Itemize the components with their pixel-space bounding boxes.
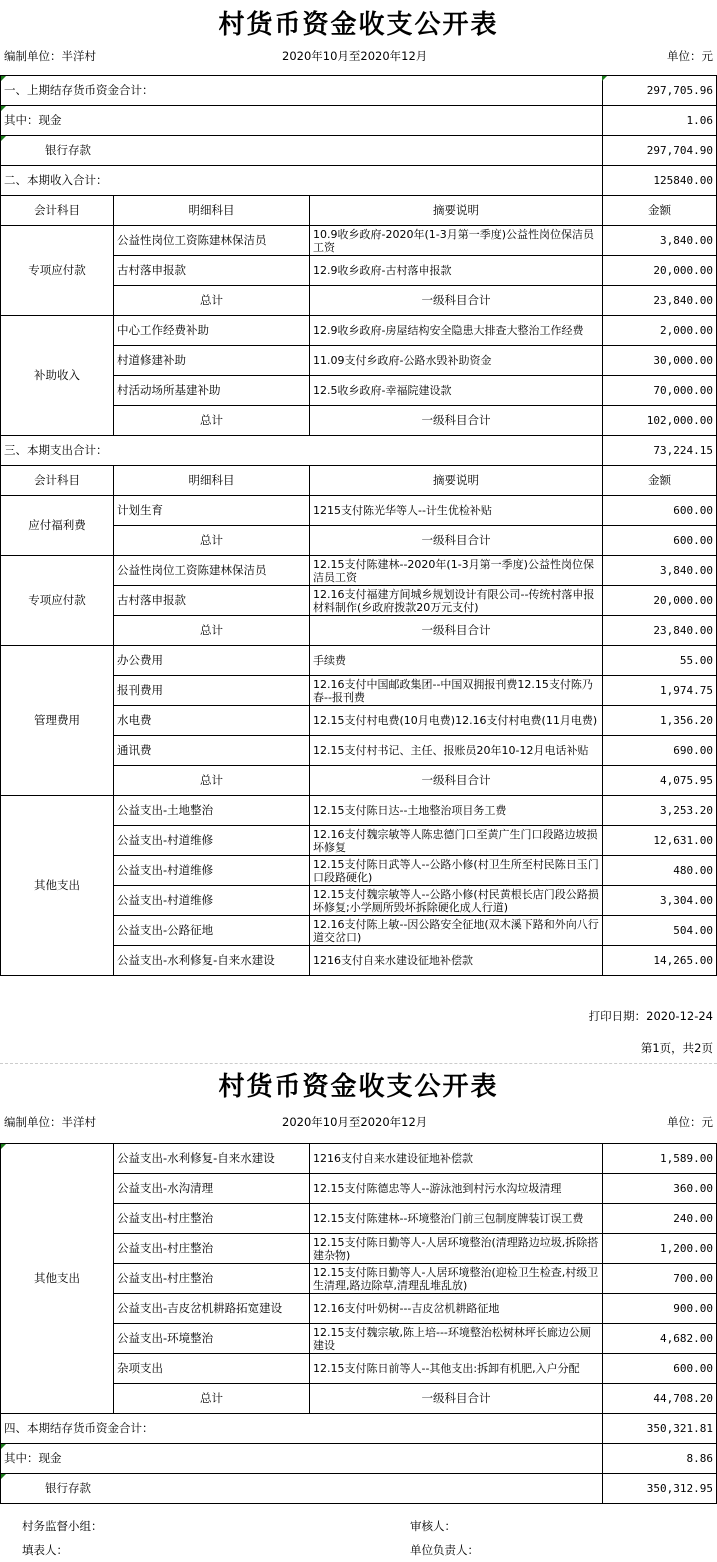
amount-cell: 600.00 — [603, 496, 717, 526]
table-row — [1, 646, 717, 676]
level1-label: 一级科目合计 — [310, 286, 603, 316]
table-row — [1, 496, 717, 526]
summary-row — [1, 76, 717, 106]
amount: 350,312.95 — [603, 1474, 717, 1504]
amount-cell: 480.00 — [603, 856, 717, 886]
amount: 1.06 — [603, 106, 717, 136]
detail-cell: 公益支出-水沟清理 — [114, 1174, 310, 1204]
amount: 350,321.81 — [603, 1414, 717, 1444]
desc-cell: 12.16支付中国邮政集团--中国双拥报刊费12.15支付陈乃春--报刊费 — [310, 676, 603, 706]
summary-row — [1, 436, 717, 466]
subject-cell: 管理费用 — [1, 646, 114, 796]
desc-cell: 12.16支付叶奶树---吉皮岔机耕路征地 — [310, 1294, 603, 1324]
amount: 73,224.15 — [603, 436, 717, 466]
subject-cell: 专项应付款 — [1, 556, 114, 646]
total-label: 总计 — [114, 526, 310, 556]
total-amount: 44,708.20 — [603, 1384, 717, 1414]
amount: 8.86 — [603, 1444, 717, 1474]
desc-cell: 12.15支付陈日勤等人-人居环境整治(清理路边垃圾,拆除搭建杂物) — [310, 1234, 603, 1264]
table-row — [1, 556, 717, 586]
level1-label: 一级科目合计 — [310, 1384, 603, 1414]
amount-cell: 1,356.20 — [603, 706, 717, 736]
level1-label: 一级科目合计 — [310, 616, 603, 646]
column-header-row — [1, 466, 717, 496]
desc-cell: 1215支付陈光华等人--计生优检补贴 — [310, 496, 603, 526]
level1-label: 一级科目合计 — [310, 526, 603, 556]
fund-table-page1 — [0, 75, 717, 976]
amount-cell: 20,000.00 — [603, 256, 717, 286]
desc-cell: 12.16支付福建方间城乡规划设计有限公司--传统村落申报材料制作(乡政府拨款20万元支付) — [310, 586, 603, 616]
cell-marker — [1, 1144, 6, 1149]
desc-cell: 11.09支付乡政府-公路水毁补助资金 — [310, 346, 603, 376]
amount-cell: 3,840.00 — [603, 226, 717, 256]
amount-cell: 20,000.00 — [603, 586, 717, 616]
subject-cell: 其他支出 — [1, 1144, 114, 1414]
header-amount: 金额 — [603, 466, 717, 496]
label: 二、本期收入合计： — [1, 166, 603, 196]
detail-cell: 古村落申报款 — [114, 256, 310, 286]
detail-cell: 公益支出-村道维修 — [114, 886, 310, 916]
total-label: 总计 — [114, 1384, 310, 1414]
period-label: 2020年10月至2020年12月 — [282, 1115, 428, 1129]
print-date: 打印日期：2020-12-24 — [588, 1009, 713, 1023]
header-detail: 明细科目 — [114, 196, 310, 226]
desc-cell: 12.15支付魏宗敏等人--公路小修(村民黄根长店门段公路损坏修复;小学厕所毁坏拆除硬化成人行道) — [310, 886, 603, 916]
subject-cell: 应付福利费 — [1, 496, 114, 556]
unit-label: 编制单位：半洋村 — [4, 1115, 96, 1129]
summary-row — [1, 1474, 717, 1504]
supervise-label: 村务监督小组： — [22, 1519, 103, 1533]
summary-row — [1, 1414, 717, 1444]
subject-cell: 其他支出 — [1, 796, 114, 976]
amount-cell: 3,253.20 — [603, 796, 717, 826]
label: 银行存款 — [1, 136, 603, 166]
desc-cell: 12.15支付陈建林--2020年(1-3月第一季度)公益性岗位保洁员工资 — [310, 556, 603, 586]
desc-cell: 12.5收乡政府-幸福院建设款 — [310, 376, 603, 406]
amount-cell: 690.00 — [603, 736, 717, 766]
amount-cell: 1,589.00 — [603, 1144, 717, 1174]
total-amount: 102,000.00 — [603, 406, 717, 436]
detail-cell: 中心工作经费补助 — [114, 316, 310, 346]
summary-row — [1, 1444, 717, 1474]
amount: 125840.00 — [603, 166, 717, 196]
detail-cell: 公益支出-水利修复-自来水建设 — [114, 946, 310, 976]
total-label: 总计 — [114, 286, 310, 316]
total-amount: 4,075.95 — [603, 766, 717, 796]
detail-cell: 村道修建补助 — [114, 346, 310, 376]
detail-cell: 计划生育 — [114, 496, 310, 526]
header-detail: 明细科目 — [114, 466, 310, 496]
signature-row — [0, 1512, 717, 1538]
amount-cell: 504.00 — [603, 916, 717, 946]
cell-marker — [1, 1474, 6, 1479]
table-row — [1, 226, 717, 256]
amount-cell: 70,000.00 — [603, 376, 717, 406]
table-row — [1, 316, 717, 346]
detail-cell: 杂项支出 — [114, 1354, 310, 1384]
total-label: 总计 — [114, 616, 310, 646]
detail-cell: 通讯费 — [114, 736, 310, 766]
cell-marker — [1, 1444, 6, 1449]
desc-cell: 12.15支付陈日达--土地整治项目务工费 — [310, 796, 603, 826]
amount-cell: 2,000.00 — [603, 316, 717, 346]
detail-cell: 公益支出-环境整治 — [114, 1324, 310, 1354]
page-separator — [0, 1063, 717, 1064]
header-desc: 摘要说明 — [310, 466, 603, 496]
detail-cell: 水电费 — [114, 706, 310, 736]
review-label: 审核人： — [410, 1519, 456, 1533]
amount-cell: 3,304.00 — [603, 886, 717, 916]
header-info — [0, 44, 717, 66]
desc-cell: 12.15支付陈建林--环境整治门前三包制度牌装订误工费 — [310, 1204, 603, 1234]
table-row — [1, 1144, 717, 1174]
header-subject: 会计科目 — [1, 466, 114, 496]
subject-cell: 专项应付款 — [1, 226, 114, 316]
detail-cell: 公益支出-村庄整治 — [114, 1204, 310, 1234]
desc-cell: 12.15支付村书记、主任、报账员20年10-12月电话补贴 — [310, 736, 603, 766]
label: 其中：现金 — [1, 1444, 603, 1474]
currency-label: 单位：元 — [667, 1115, 713, 1129]
desc-cell: 12.15支付魏宗敏,陈上培---环境整治松树林坪长廊边公厕建设 — [310, 1324, 603, 1354]
detail-cell: 公益支出-水利修复-自来水建设 — [114, 1144, 310, 1174]
detail-cell: 村活动场所基建补助 — [114, 376, 310, 406]
desc-cell: 12.15支付陈日武等人--公路小修(村卫生所至村民陈日玉门口段路硬化) — [310, 856, 603, 886]
level1-label: 一级科目合计 — [310, 766, 603, 796]
signature-row — [0, 1536, 717, 1562]
detail-cell: 公益支出-村庄整治 — [114, 1234, 310, 1264]
cell-marker — [1, 106, 6, 111]
total-amount: 23,840.00 — [603, 616, 717, 646]
detail-cell: 报刊费用 — [114, 676, 310, 706]
amount-cell: 900.00 — [603, 1294, 717, 1324]
detail-cell: 古村落申报款 — [114, 586, 310, 616]
header-info — [0, 1110, 717, 1132]
leader-label: 单位负责人： — [410, 1543, 479, 1557]
desc-cell: 10.9收乡政府-2020年(1-3月第一季度)公益性岗位保洁员工资 — [310, 226, 603, 256]
page-footer — [0, 1034, 717, 1060]
summary-row — [1, 136, 717, 166]
detail-cell: 公益支出-村道维修 — [114, 856, 310, 886]
cell-marker — [602, 76, 607, 81]
amount-cell: 360.00 — [603, 1174, 717, 1204]
total-label: 总计 — [114, 406, 310, 436]
amount-cell: 700.00 — [603, 1264, 717, 1294]
level1-label: 一级科目合计 — [310, 406, 603, 436]
header-desc: 摘要说明 — [310, 196, 603, 226]
amount-cell: 1,200.00 — [603, 1234, 717, 1264]
desc-cell: 12.15支付村电费(10月电费)12.16支付村电费(11月电费) — [310, 706, 603, 736]
summary-row — [1, 166, 717, 196]
subject-cell: 补助收入 — [1, 316, 114, 436]
label: 其中：现金 — [1, 106, 603, 136]
desc-cell: 12.16支付魏宗敏等人陈忠德门口至黄广生门口段路边坡损坏修复 — [310, 826, 603, 856]
detail-cell: 公益支出-村道维修 — [114, 826, 310, 856]
label: 一、上期结存货币资金合计： — [1, 76, 603, 106]
preparer-label: 填表人： — [22, 1543, 68, 1557]
cell-marker — [1, 136, 6, 141]
amount-cell: 14,265.00 — [603, 946, 717, 976]
page-title: 村货币资金收支公开表 — [218, 1072, 499, 1102]
detail-cell: 公益支出-村庄整治 — [114, 1264, 310, 1294]
total-amount: 600.00 — [603, 526, 717, 556]
page-number: 第1页，共2页 — [640, 1041, 713, 1055]
detail-cell: 公益支出-吉皮岔机耕路拓宽建设 — [114, 1294, 310, 1324]
desc-cell: 12.15支付陈日勤等人-人居环境整治(迎检卫生检查,村级卫生清理,路边除草,清理乱堆乱放) — [310, 1264, 603, 1294]
desc-cell: 12.16支付陈上敏--因公路安全征地(双木溪下路和外向八行道交岔口) — [310, 916, 603, 946]
amount-cell: 1,974.75 — [603, 676, 717, 706]
desc-cell: 12.9收乡政府-古村落申报款 — [310, 256, 603, 286]
amount: 297,705.96 — [603, 76, 717, 106]
print-footer — [0, 1002, 717, 1028]
detail-cell: 公益性岗位工资陈建林保洁员 — [114, 226, 310, 256]
currency-label: 单位：元 — [667, 49, 713, 63]
desc-cell: 12.15支付陈日前等人--其他支出:拆卸有机肥,入户分配 — [310, 1354, 603, 1384]
desc-cell: 12.15支付陈德忠等人--游泳池到村污水沟垃圾清理 — [310, 1174, 603, 1204]
amount-cell: 240.00 — [603, 1204, 717, 1234]
desc-cell: 1216支付自来水建设征地补偿款 — [310, 1144, 603, 1174]
desc-cell: 手续费 — [310, 646, 603, 676]
desc-cell: 12.9收乡政府-房屋结构安全隐患大排查大整治工作经费 — [310, 316, 603, 346]
header-amount: 金额 — [603, 196, 717, 226]
detail-cell: 公益支出-公路征地 — [114, 916, 310, 946]
table-row — [1, 796, 717, 826]
total-label: 总计 — [114, 766, 310, 796]
amount-cell: 3,840.00 — [603, 556, 717, 586]
cell-marker — [1, 76, 6, 81]
amount-cell: 30,000.00 — [603, 346, 717, 376]
amount-cell: 12,631.00 — [603, 826, 717, 856]
period-label: 2020年10月至2020年12月 — [282, 49, 428, 63]
fund-table-page2 — [0, 1143, 717, 1504]
unit-label: 编制单位：半洋村 — [4, 49, 96, 63]
total-amount: 23,840.00 — [603, 286, 717, 316]
page-title: 村货币资金收支公开表 — [218, 10, 499, 40]
label: 三、本期支出合计： — [1, 436, 603, 466]
summary-row — [1, 106, 717, 136]
column-header-row — [1, 196, 717, 226]
detail-cell: 公益性岗位工资陈建林保洁员 — [114, 556, 310, 586]
detail-cell: 办公费用 — [114, 646, 310, 676]
amount: 297,704.90 — [603, 136, 717, 166]
amount-cell: 55.00 — [603, 646, 717, 676]
desc-cell: 1216支付自来水建设征地补偿款 — [310, 946, 603, 976]
amount-cell: 4,682.00 — [603, 1324, 717, 1354]
header-subject: 会计科目 — [1, 196, 114, 226]
amount-cell: 600.00 — [603, 1354, 717, 1384]
detail-cell: 公益支出-土地整治 — [114, 796, 310, 826]
label: 银行存款 — [1, 1474, 603, 1504]
label: 四、本期结存货币资金合计： — [1, 1414, 603, 1444]
